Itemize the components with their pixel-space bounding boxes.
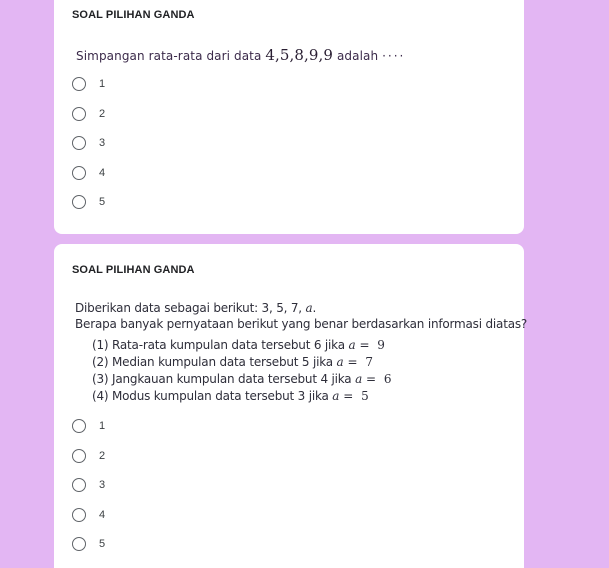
question-prompt: Berapa banyak pernyataan berikut yang benar berdasarkan informasi diatas? bbox=[75, 317, 528, 331]
radio-unchecked-icon[interactable] bbox=[72, 166, 86, 180]
radio-unchecked-icon[interactable] bbox=[72, 478, 86, 492]
option-2[interactable] bbox=[72, 105, 105, 123]
statement-value: 9 bbox=[377, 338, 385, 352]
option-label: 2 bbox=[99, 107, 106, 120]
section-title: SOAL PILIHAN GANDA bbox=[72, 9, 195, 21]
question-card-1 bbox=[54, 0, 524, 234]
radio-unchecked-icon[interactable] bbox=[72, 419, 86, 433]
option-1[interactable] bbox=[72, 417, 105, 435]
question-math-data: 4,5,8,9,9 bbox=[265, 46, 334, 64]
option-3[interactable] bbox=[72, 476, 105, 494]
intro-suffix: . bbox=[312, 301, 317, 315]
option-4[interactable] bbox=[72, 164, 105, 182]
statement-text: (4) Modus kumpulan data tersebut 3 jika bbox=[92, 389, 333, 403]
option-label: 1 bbox=[99, 420, 106, 432]
statement-3 bbox=[92, 371, 527, 388]
statement-value: 5 bbox=[361, 389, 369, 403]
radio-unchecked-icon[interactable] bbox=[72, 136, 86, 150]
statement-text: (3) Jangkauan kumpulan data tersebut 4 jika bbox=[92, 372, 356, 386]
equals-sign: = bbox=[359, 338, 370, 352]
question-text-suffix: adalah bbox=[333, 49, 383, 63]
option-label: 4 bbox=[99, 508, 106, 521]
question-intro bbox=[75, 300, 527, 316]
section-title: SOAL PILIHAN GANDA bbox=[72, 264, 195, 276]
radio-unchecked-icon[interactable] bbox=[72, 508, 86, 522]
option-label: 5 bbox=[99, 196, 106, 208]
variable-a: a bbox=[348, 338, 356, 352]
statement-text: (2) Median kumpulan data tersebut 5 jika bbox=[92, 355, 337, 369]
statement-1 bbox=[92, 337, 527, 354]
option-3[interactable] bbox=[72, 134, 105, 152]
option-label: 2 bbox=[99, 449, 106, 462]
radio-unchecked-icon[interactable] bbox=[72, 77, 86, 91]
radio-unchecked-icon[interactable] bbox=[72, 537, 86, 551]
statement-4 bbox=[92, 388, 527, 405]
radio-unchecked-icon[interactable] bbox=[72, 195, 86, 209]
option-5[interactable] bbox=[72, 193, 105, 211]
statement-value: 7 bbox=[365, 355, 373, 369]
question-card-2 bbox=[54, 244, 528, 568]
question-text-prefix: Simpangan rata-rata dari data bbox=[76, 49, 266, 63]
option-5[interactable] bbox=[72, 535, 105, 553]
option-2[interactable] bbox=[72, 447, 105, 465]
radio-unchecked-icon[interactable] bbox=[72, 449, 86, 463]
statement-value: 6 bbox=[383, 372, 392, 386]
radio-unchecked-icon[interactable] bbox=[72, 107, 86, 121]
option-label: 3 bbox=[99, 137, 106, 149]
statement-text: (1) Rata-rata kumpulan data tersebut 6 jika bbox=[92, 338, 349, 352]
option-label: 1 bbox=[99, 78, 106, 90]
variable-a: a bbox=[305, 301, 313, 315]
statement-list bbox=[92, 337, 527, 405]
option-4[interactable] bbox=[72, 506, 105, 524]
option-1[interactable] bbox=[72, 75, 105, 93]
question-text bbox=[76, 46, 405, 64]
equals-sign: = bbox=[343, 389, 354, 403]
option-label: 5 bbox=[99, 538, 106, 550]
question-image-text bbox=[75, 300, 527, 405]
statement-2 bbox=[92, 354, 527, 371]
question-dots: ···· bbox=[382, 49, 406, 63]
intro-text: Diberikan data sebagai berikut: 3, 5, 7, bbox=[75, 301, 306, 315]
option-label: 3 bbox=[99, 479, 106, 491]
variable-a: a bbox=[355, 372, 363, 386]
option-label: 4 bbox=[99, 166, 106, 179]
equals-sign: = bbox=[366, 372, 376, 386]
variable-a: a bbox=[336, 355, 344, 369]
variable-a: a bbox=[332, 389, 340, 403]
equals-sign: = bbox=[347, 355, 358, 369]
